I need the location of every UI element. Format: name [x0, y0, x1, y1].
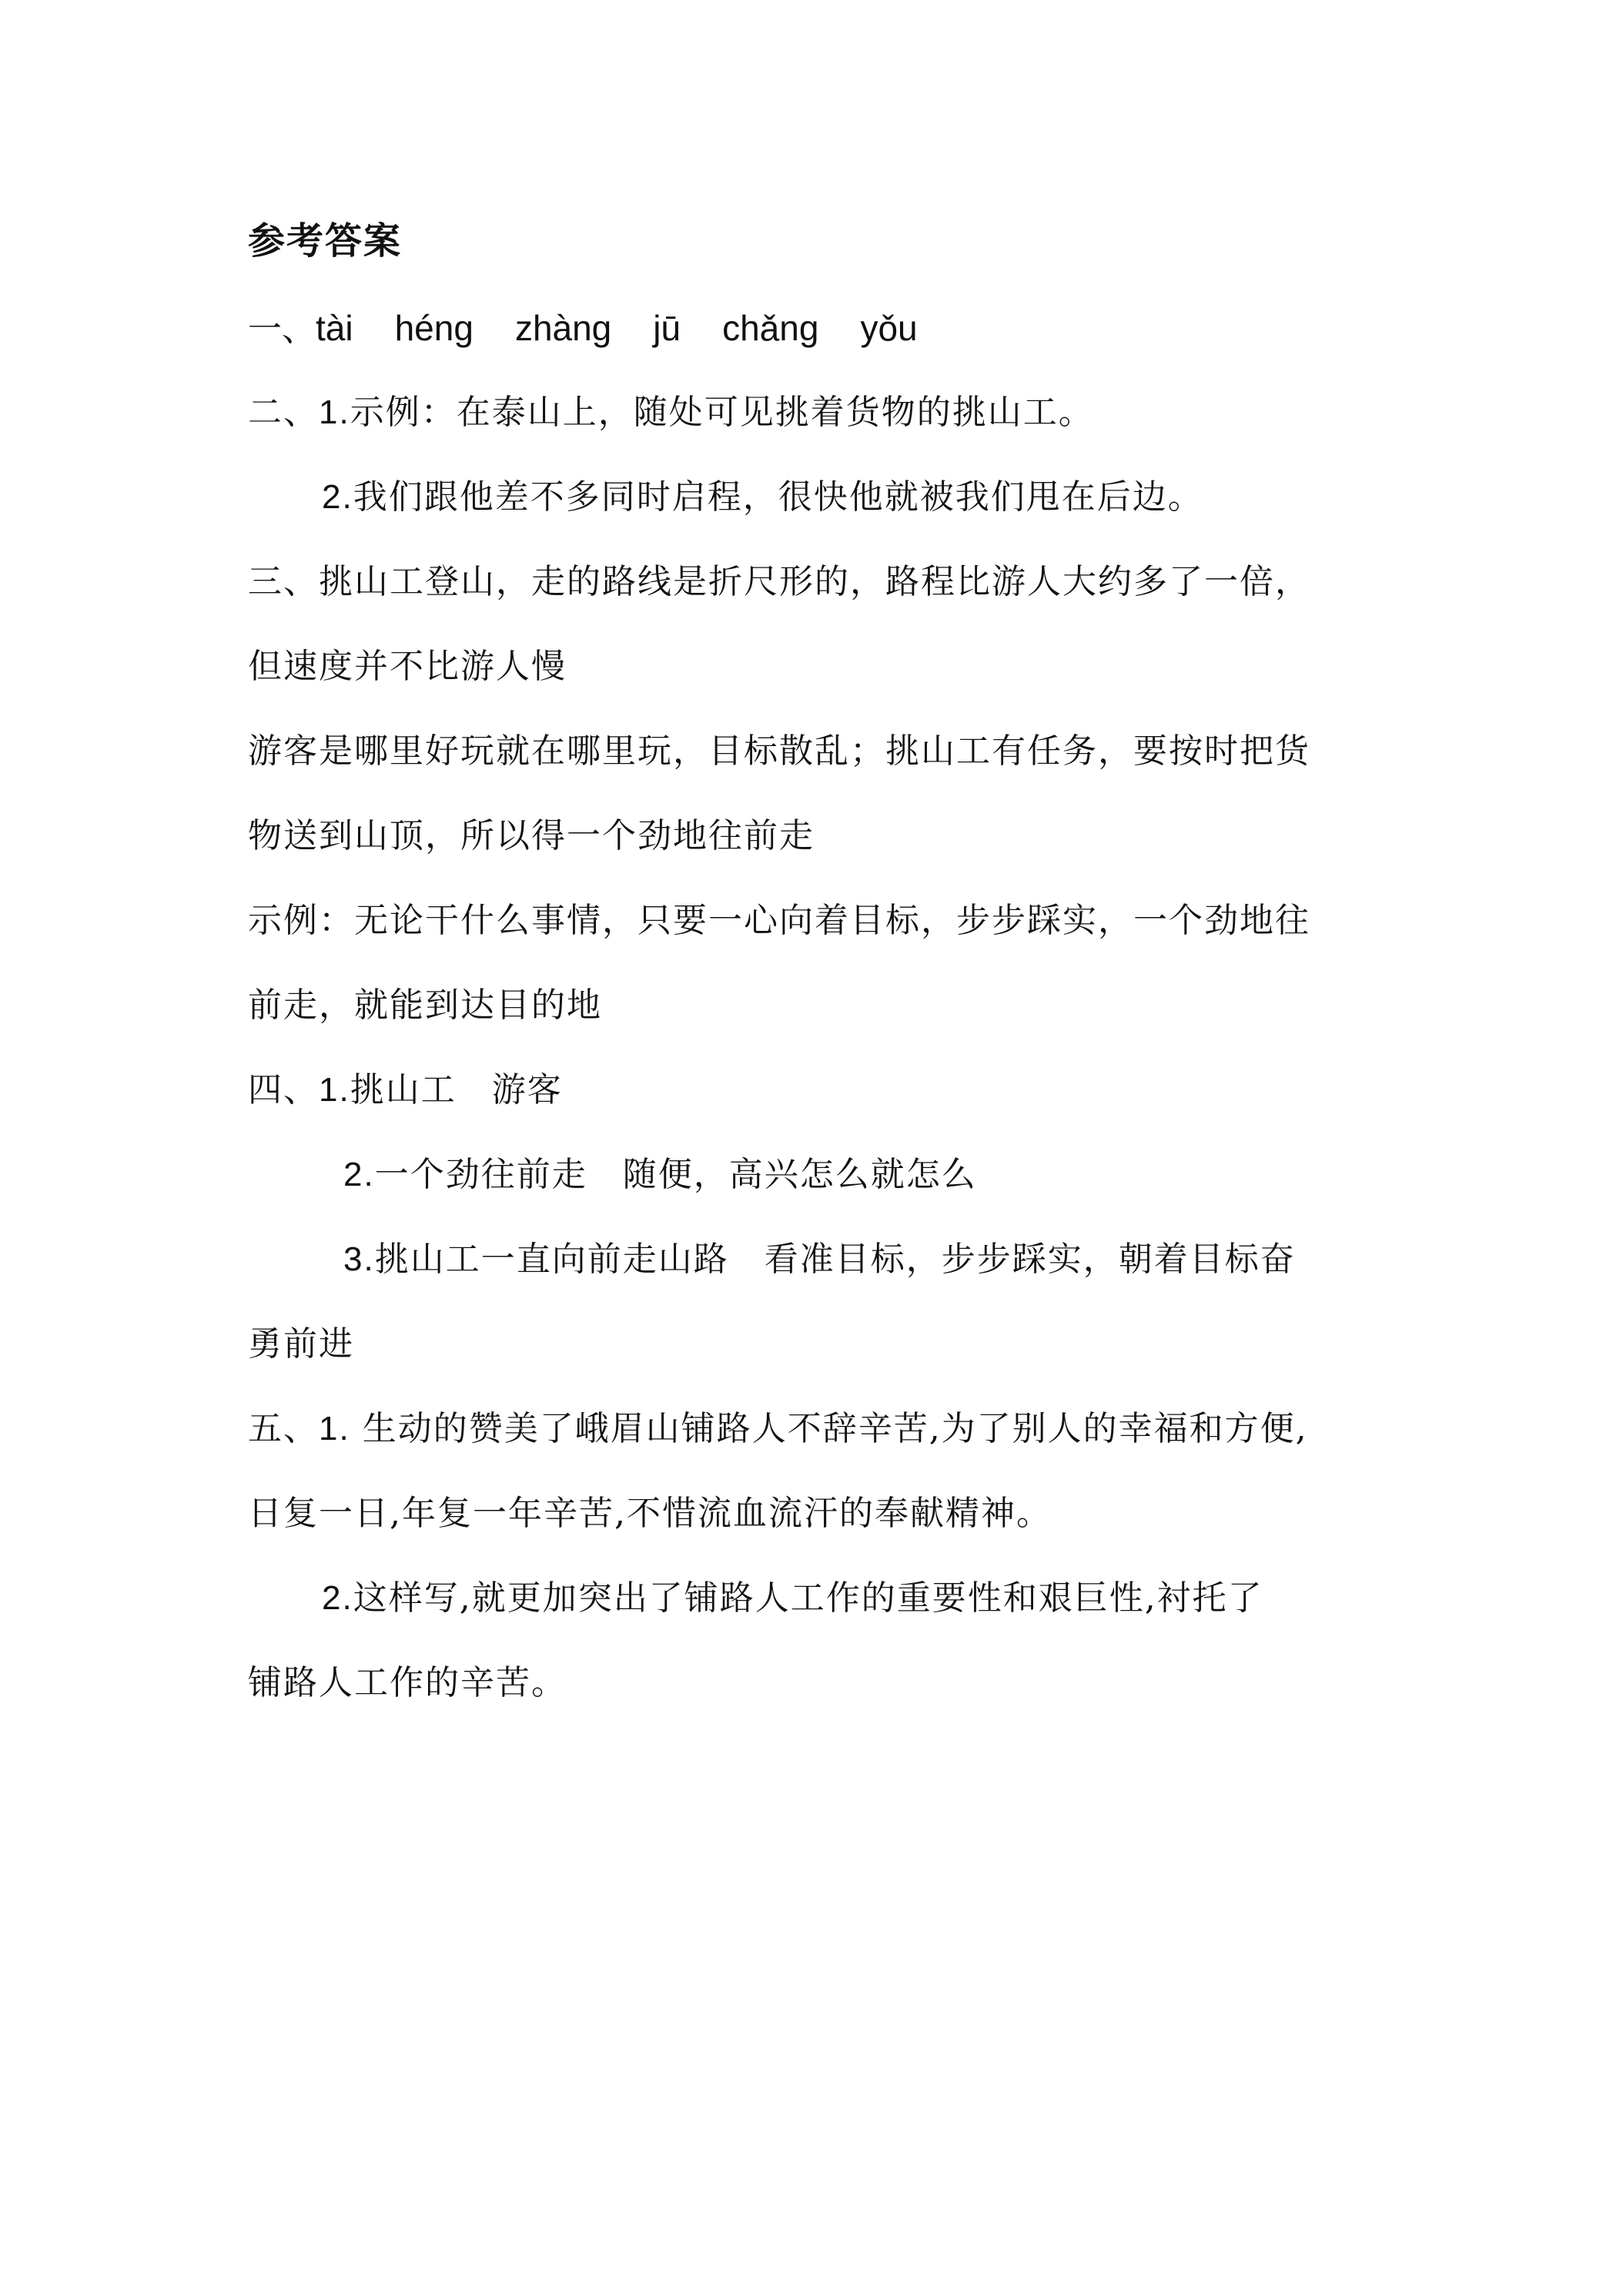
section-2-item-2-text: 我们跟他差不多同时启程，很快他就被我们甩在后边。	[353, 477, 1203, 517]
section-2-prefix: 二、	[248, 393, 319, 432]
page-title: 参考答案	[248, 219, 403, 263]
pinyin-4: jū	[653, 308, 681, 348]
pinyin-6: yǒu	[860, 308, 918, 348]
pinyin-3: zhàng	[514, 308, 612, 348]
pinyin-1: tài	[316, 308, 353, 348]
section-2-item-1-text: 示例：在泰山上，随处可见挑着货物的挑山工。	[350, 393, 1094, 432]
section-3-line-1: 三、挑山工登山，走的路线是折尺形的，路程比游人大约多了一倍，	[248, 562, 1310, 601]
section-5-item-2-continued: 铺路人工作的辛苦。	[248, 1663, 567, 1702]
section-3-line-2: 但速度并不比游人慢	[248, 647, 567, 686]
section-4-item-1-text: 挑山工 游客	[350, 1070, 563, 1110]
pinyin-2: héng	[394, 308, 474, 348]
section-3-line-4: 物送到山顶，所以得一个劲地往前走	[248, 816, 815, 855]
section-4-prefix: 四、	[248, 1070, 319, 1110]
section-2-item-2-num: 2.	[322, 478, 353, 516]
section-3-line-5: 示例：无论干什么事情，只要一心向着目标，步步踩实，一个劲地往	[248, 901, 1310, 940]
section-4-item-1-num: 1.	[319, 1071, 350, 1109]
pinyin-5: chǎng	[722, 308, 819, 348]
section-2-item-1	[248, 390, 1094, 436]
section-4-item-1	[248, 1067, 563, 1113]
section-5-item-2-text: 这样写,就更加突出了铺路人工作的重要性和艰巨性,衬托了	[353, 1578, 1263, 1618]
section-2-item-2	[322, 474, 1203, 520]
section-5-item-1-text: 生动的赞美了峨眉山铺路人不辞辛苦,为了别人的幸福和方便,	[350, 1409, 1308, 1448]
section-4-item-2-text: 一个劲往前走 随便，高兴怎么就怎么	[374, 1155, 977, 1194]
section-5-item-1	[248, 1406, 1308, 1452]
section-5-prefix: 五、	[248, 1409, 319, 1448]
section-2-item-1-num: 1.	[319, 393, 350, 431]
section-3-line-3: 游客是哪里好玩就在哪里玩，目标散乱；挑山工有任务，要按时把货	[248, 731, 1310, 771]
section-4-item-3	[343, 1237, 1296, 1283]
section-4-item-3-text: 挑山工一直向前走山路 看准目标，步步踩实，朝着目标奋	[374, 1240, 1296, 1279]
section-3-line-6: 前走，就能到达目的地	[248, 986, 602, 1025]
section-5-item-1-num: 1.	[319, 1410, 350, 1448]
section-4-item-3-num: 3.	[343, 1240, 375, 1278]
section-5-item-1-continued: 日复一日,年复一年辛苦,不惜流血流汗的奉献精神。	[248, 1494, 1052, 1533]
section-5-item-2-num: 2.	[322, 1579, 353, 1617]
section-1-prefix: 一、	[248, 310, 316, 348]
section-5-item-2	[322, 1575, 1263, 1622]
section-4-item-3-continued: 勇前进	[248, 1324, 354, 1364]
section-4-item-2-num: 2.	[343, 1156, 375, 1193]
section-4-item-2	[343, 1152, 977, 1198]
section-1-line	[248, 305, 918, 353]
